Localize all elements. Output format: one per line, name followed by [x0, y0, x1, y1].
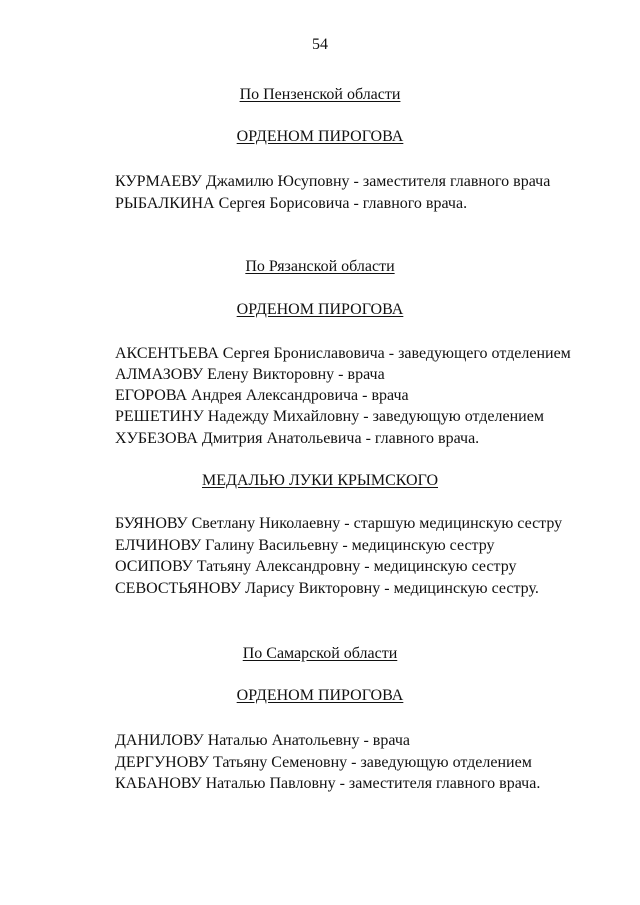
awardee-line: КУРМАЕВУ Джамилю Юсуповну - заместителя главного врача [115, 173, 551, 190]
awardee-line: ЕЛЧИНОВУ Галину Васильевну - медицинскую сестру [115, 537, 495, 554]
awardee-line: КАБАНОВУ Наталью Павловну - заместителя главного врача. [115, 775, 541, 792]
award-heading-pirogov-order: ОРДЕНОМ ПИРОГОВА [236, 128, 404, 145]
awardee-line: РЕШЕТИНУ Надежду Михайловну - заведующую отделением [115, 408, 544, 425]
award-heading-luka-krymsky-medal: МЕДАЛЬЮ ЛУКИ КРЫМСКОГО [201, 472, 438, 489]
award-heading-pirogov-order: ОРДЕНОМ ПИРОГОВА [236, 687, 404, 704]
awardee-line: АЛМАЗОВУ Елену Викторовну - врача [115, 366, 385, 383]
awardee-line: СЕВОСТЬЯНОВУ Ларису Викторовну - медицинскую сестру. [115, 580, 539, 597]
award-heading-pirogov-order: ОРДЕНОМ ПИРОГОВА [236, 301, 404, 318]
awardee-line: РЫБАЛКИНА Сергея Борисовича - главного врача. [115, 195, 468, 212]
awardee-line: БУЯНОВУ Светлану Николаевну - старшую медицинскую сестру [115, 515, 563, 532]
region-heading-penza: По Пензенской области [239, 86, 401, 103]
region-heading-ryazan: По Рязанской области [245, 258, 395, 275]
page-number: 54 [312, 36, 328, 53]
awardee-line: ДАНИЛОВУ Наталью Анатольевну - врача [115, 732, 410, 749]
region-heading-samara: По Самарской области [242, 645, 398, 662]
awardee-line: ХУБЕЗОВА Дмитрия Анатольевича - главного врача. [115, 430, 480, 447]
awardee-line: ДЕРГУНОВУ Татьяну Семеновну - заведующую отделением [115, 754, 532, 771]
awardee-line: ОСИПОВУ Татьяну Александровну - медицинскую сестру [115, 558, 517, 575]
awardee-line: АКСЕНТЬЕВА Сергея Брониславовича - заведующего отделением [115, 345, 571, 362]
awardee-line: ЕГОРОВА Андрея Александровича - врача [115, 387, 409, 404]
